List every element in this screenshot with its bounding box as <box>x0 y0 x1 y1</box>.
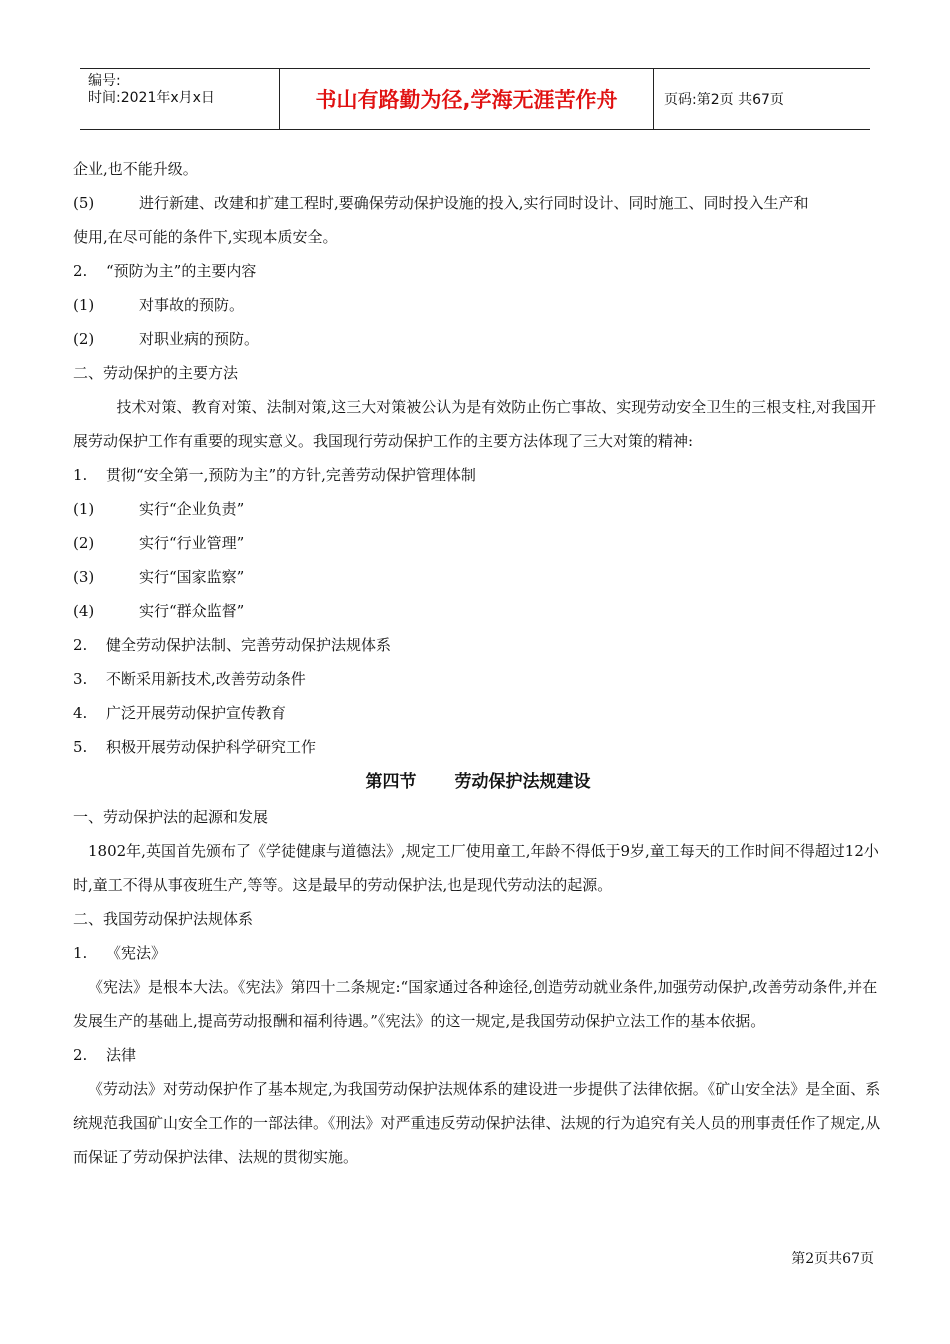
list-item <box>73 696 883 730</box>
header-motto: 书山有路勤为径,学海无涯苦作舟 <box>280 69 654 129</box>
section-heading <box>73 764 883 800</box>
list-item <box>73 458 883 492</box>
list-marker: 5. <box>73 738 88 756</box>
list-item <box>73 492 883 526</box>
paragraph: 技术对策、教育对策、法制对策,这三大对策被公认为是有效防止伤亡事故、实现劳动安全卫生的三根支柱,对我国开展劳动保护工作有重要的现实意义。我国现行劳动保护工作的主要方法体现了三大对策的精神: <box>73 398 877 450</box>
list-text: 对职业病的预防。 <box>139 330 260 348</box>
list-marker: (4) <box>73 602 95 620</box>
paragraph: 《劳动法》对劳动保护作了基本规定,为我国劳动保护法规体系的建设进一步提供了法律依据。《矿山安全法》是全面、系统规范我国矿山安全工作的一部法律。《刑法》对严重违反劳动保护法律、法规的行为追究有关人员的刑事责任作了规定,从而保证了劳动保护法律、法规的贯彻实施。 <box>73 1080 881 1166</box>
page-footer-number: 第2页共67页 <box>791 1251 874 1267</box>
header-number-label: 编号: <box>88 73 121 89</box>
list-item <box>73 254 883 288</box>
paragraph: 企业,也不能升级。 <box>73 160 198 178</box>
list-item <box>73 322 883 356</box>
list-text: 法律 <box>106 1046 137 1064</box>
list-text: 实行“国家监察” <box>139 568 245 586</box>
list-item <box>73 730 883 764</box>
list-text: 健全劳动保护法制、完善劳动保护法规体系 <box>106 636 392 654</box>
list-marker: (1) <box>73 296 95 314</box>
document-body <box>73 152 883 1174</box>
list-item <box>73 936 883 970</box>
list-item <box>73 594 883 628</box>
list-item <box>73 628 883 662</box>
list-marker: 2. <box>73 262 88 280</box>
list-text: 广泛开展劳动保护宣传教育 <box>106 704 287 722</box>
list-text: 实行“行业管理” <box>139 534 245 552</box>
list-marker: (1) <box>73 500 95 518</box>
list-marker: (5) <box>73 194 95 212</box>
list-marker: 3. <box>73 670 88 688</box>
list-text: 积极开展劳动保护科学研究工作 <box>106 738 317 756</box>
list-text: 实行“群众监督” <box>139 602 245 620</box>
section-label: 第四节 <box>365 772 417 792</box>
subheading: 一、劳动保护法的起源和发展 <box>73 808 269 826</box>
list-item <box>73 526 883 560</box>
header-info-cell <box>80 69 280 129</box>
list-text: “预防为主”的主要内容 <box>106 262 257 280</box>
list-text: 《宪法》 <box>106 944 167 962</box>
paragraph: 1802年,英国首先颁布了《学徒健康与道德法》,规定工厂使用童工,年龄不得低于9岁,童工每天的工作时间不得超过12小时,童工不得从事夜班生产,等等。这是最早的劳动保护法,也是现代劳动法的起源。 <box>73 842 879 894</box>
list-marker: (2) <box>73 534 95 552</box>
list-item <box>73 1038 883 1072</box>
paragraph-continuation: 使用,在尽可能的条件下,实现本质安全。 <box>73 228 338 246</box>
list-marker: 2. <box>73 636 88 654</box>
subheading: 二、我国劳动保护法规体系 <box>73 910 254 928</box>
section-title: 劳动保护法规建设 <box>454 772 591 792</box>
page-header <box>80 68 870 130</box>
list-text: 不断采用新技术,改善劳动条件 <box>106 670 306 688</box>
list-marker: 2. <box>73 1046 88 1064</box>
header-time: 时间:2021年x月x日 <box>88 90 215 106</box>
list-item <box>73 560 883 594</box>
list-marker: 1. <box>73 944 88 962</box>
list-text: 贯彻“安全第一,预防为主”的方针,完善劳动保护管理体制 <box>106 466 476 484</box>
list-marker: (2) <box>73 330 95 348</box>
paragraph: 《宪法》是根本大法。《宪法》第四十二条规定:“国家通过各种途径,创造劳动就业条件,加强劳动保护,改善劳动条件,并在发展生产的基础上,提高劳动报酬和福利待遇。”《宪法》的这一规定,是我国劳动保护立法工作的基本依据。 <box>73 978 878 1030</box>
list-text: 对事故的预防。 <box>139 296 245 314</box>
header-page-number: 页码:第2页 共67页 <box>664 92 784 108</box>
list-item <box>73 662 883 696</box>
list-marker: (3) <box>73 568 95 586</box>
list-item <box>73 288 883 322</box>
list-text: 进行新建、改建和扩建工程时,要确保劳动保护设施的投入,实行同时设计、同时施工、同时投入生产和 <box>139 194 809 212</box>
subheading: 二、劳动保护的主要方法 <box>73 364 239 382</box>
list-marker: 4. <box>73 704 88 722</box>
list-text: 实行“企业负责” <box>139 500 245 518</box>
list-item <box>73 186 883 220</box>
list-marker: 1. <box>73 466 88 484</box>
